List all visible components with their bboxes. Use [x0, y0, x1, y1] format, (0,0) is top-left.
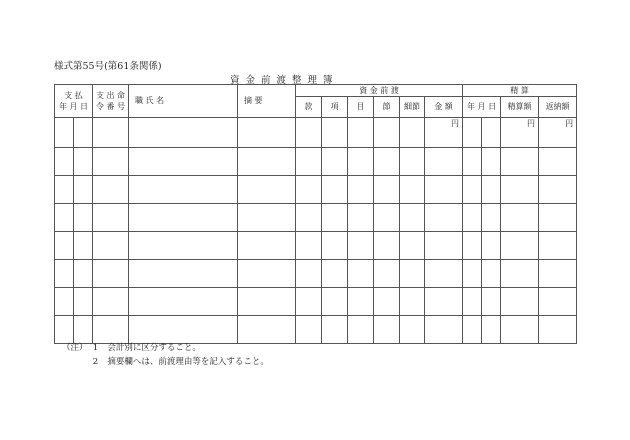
cell-settle-month[interactable] — [463, 260, 482, 288]
cell-name[interactable] — [129, 260, 238, 288]
cell-year-month[interactable] — [55, 118, 74, 148]
cell-year-month[interactable] — [55, 148, 74, 176]
cell-settle-month[interactable] — [463, 288, 482, 316]
cell-year-month[interactable] — [55, 288, 74, 316]
cell-saisetsu[interactable] — [400, 176, 425, 204]
name-header: 職 氏 名 — [129, 85, 238, 118]
order-number-header — [93, 85, 129, 118]
cell-day[interactable] — [74, 260, 93, 288]
cell-settled-amount[interactable] — [501, 118, 539, 148]
cell-moku[interactable] — [348, 148, 374, 176]
cell-kan[interactable] — [296, 176, 322, 204]
summary-header: 摘 要 — [238, 85, 296, 118]
cell-summary[interactable] — [238, 232, 296, 260]
cell-summary[interactable] — [238, 260, 296, 288]
payment-header-bottom: 年 月 日 — [58, 101, 89, 111]
cell-kou[interactable] — [322, 118, 348, 148]
cell-advance-amount[interactable] — [425, 204, 463, 232]
cell-setsu[interactable] — [374, 232, 400, 260]
yen-unit: 円 — [527, 119, 536, 128]
returned-amount-header: 返納額 — [539, 97, 577, 118]
cell-kan[interactable] — [296, 288, 322, 316]
cell-setsu[interactable] — [374, 316, 400, 344]
cell-day[interactable] — [74, 148, 93, 176]
cell-summary[interactable] — [238, 204, 296, 232]
settled-amount-header: 精算額 — [501, 97, 539, 118]
note-item — [62, 355, 269, 369]
cell-name[interactable] — [129, 232, 238, 260]
cell-kou[interactable] — [322, 204, 348, 232]
ledger-row — [55, 316, 577, 344]
form-id: 様式第55号(第61条関係) — [54, 61, 162, 72]
cell-settle-day[interactable] — [482, 232, 501, 260]
cell-moku[interactable] — [348, 232, 374, 260]
cell-settle-day[interactable] — [482, 260, 501, 288]
cell-settle-month[interactable] — [463, 316, 482, 344]
order-header-top: 支 出 命 — [95, 90, 126, 100]
payment-date-header — [55, 85, 93, 118]
cell-saisetsu[interactable] — [400, 148, 425, 176]
notes — [62, 341, 269, 369]
ledger-row — [55, 232, 577, 260]
cell-year-month[interactable] — [55, 316, 74, 344]
cell-order-number[interactable] — [93, 232, 129, 260]
cell-saisetsu[interactable] — [400, 316, 425, 344]
cell-saisetsu[interactable] — [400, 288, 425, 316]
notes-label: （注） — [62, 343, 88, 353]
ledger-row — [55, 288, 577, 316]
cell-setsu[interactable] — [374, 260, 400, 288]
note-text: 摘要欄へは、前渡理由等を記入すること。 — [107, 357, 269, 367]
cell-setsu[interactable] — [374, 118, 400, 148]
cell-order-number[interactable] — [93, 176, 129, 204]
settlement-group-header: 精 算 — [463, 85, 577, 97]
cell-advance-amount[interactable] — [425, 260, 463, 288]
cell-advance-amount[interactable] — [425, 118, 463, 148]
kou-header: 項 — [322, 97, 348, 118]
cell-returned-amount[interactable] — [539, 118, 577, 148]
cell-settle-day[interactable] — [482, 176, 501, 204]
cell-kou[interactable] — [322, 176, 348, 204]
cell-moku[interactable] — [348, 204, 374, 232]
note-item — [62, 341, 269, 355]
cell-setsu[interactable] — [374, 204, 400, 232]
payment-header-top: 支 払 — [64, 90, 83, 100]
note-number: 2 — [92, 357, 99, 367]
cell-order-number[interactable] — [93, 118, 129, 148]
cell-year-month[interactable] — [55, 204, 74, 232]
cell-setsu[interactable] — [374, 288, 400, 316]
cell-saisetsu[interactable] — [400, 232, 425, 260]
cell-advance-amount[interactable] — [425, 316, 463, 344]
cell-order-number[interactable] — [93, 260, 129, 288]
settlement-date-header: 年 月 日 — [463, 97, 501, 118]
cell-returned-amount[interactable] — [539, 176, 577, 204]
cell-name[interactable] — [129, 118, 238, 148]
cell-kou[interactable] — [322, 260, 348, 288]
moku-header: 目 — [348, 97, 374, 118]
cell-moku[interactable] — [348, 316, 374, 344]
cell-name[interactable] — [129, 204, 238, 232]
cell-summary[interactable] — [238, 118, 296, 148]
cell-settled-amount[interactable] — [501, 176, 539, 204]
cell-day[interactable] — [74, 316, 93, 344]
cell-advance-amount[interactable] — [425, 288, 463, 316]
cell-moku[interactable] — [348, 260, 374, 288]
cell-settled-amount[interactable] — [501, 204, 539, 232]
setsu-header: 節 — [374, 97, 400, 118]
cell-returned-amount[interactable] — [539, 204, 577, 232]
header-row-top — [55, 85, 577, 97]
cell-returned-amount[interactable] — [539, 232, 577, 260]
cell-summary[interactable] — [238, 148, 296, 176]
cell-order-number[interactable] — [93, 204, 129, 232]
cell-summary[interactable] — [238, 176, 296, 204]
cell-returned-amount[interactable] — [539, 288, 577, 316]
cell-settle-month[interactable] — [463, 176, 482, 204]
cell-year-month[interactable] — [55, 260, 74, 288]
ledger-title: 資金前渡整理簿 — [230, 75, 339, 86]
cell-day[interactable] — [74, 118, 93, 148]
cell-settled-amount[interactable] — [501, 316, 539, 344]
note-number: 1 — [92, 343, 99, 353]
saisetsu-header: 細節 — [400, 97, 425, 118]
cell-setsu[interactable] — [374, 148, 400, 176]
kan-header: 款 — [296, 97, 322, 118]
cell-kan[interactable] — [296, 316, 322, 344]
cell-advance-amount[interactable] — [425, 232, 463, 260]
cell-kan[interactable] — [296, 118, 322, 148]
advance-group-header: 資 金 前 渡 — [296, 85, 463, 97]
cell-summary[interactable] — [238, 288, 296, 316]
cell-name[interactable] — [129, 316, 238, 344]
cell-kan[interactable] — [296, 204, 322, 232]
cell-kou[interactable] — [322, 232, 348, 260]
cell-name[interactable] — [129, 288, 238, 316]
cell-day[interactable] — [74, 288, 93, 316]
cell-kan[interactable] — [296, 148, 322, 176]
cell-summary[interactable] — [238, 316, 296, 344]
cell-returned-amount[interactable] — [539, 316, 577, 344]
cell-settle-month[interactable] — [463, 148, 482, 176]
cell-kan[interactable] — [296, 232, 322, 260]
cell-day[interactable] — [74, 176, 93, 204]
cell-day[interactable] — [74, 204, 93, 232]
cell-settle-day[interactable] — [482, 118, 501, 148]
cell-year-month[interactable] — [55, 232, 74, 260]
yen-unit: 円 — [451, 119, 460, 128]
cell-kou[interactable] — [322, 316, 348, 344]
cell-order-number[interactable] — [93, 316, 129, 344]
cell-settle-month[interactable] — [463, 232, 482, 260]
ledger-row — [55, 176, 577, 204]
cell-settle-month[interactable] — [463, 204, 482, 232]
cell-advance-amount[interactable] — [425, 176, 463, 204]
advance-amount-header: 金 額 — [425, 97, 463, 118]
cell-order-number[interactable] — [93, 148, 129, 176]
cell-returned-amount[interactable] — [539, 148, 577, 176]
order-header-bottom: 令 番 号 — [95, 101, 126, 111]
cell-saisetsu[interactable] — [400, 204, 425, 232]
cell-kan[interactable] — [296, 260, 322, 288]
note-text: 会計別に区分すること。 — [107, 343, 201, 353]
cell-moku[interactable] — [348, 288, 374, 316]
cell-settle-day[interactable] — [482, 148, 501, 176]
cell-advance-amount[interactable] — [425, 148, 463, 176]
cell-returned-amount[interactable] — [539, 260, 577, 288]
yen-unit: 円 — [565, 119, 574, 128]
cell-settled-amount[interactable] — [501, 260, 539, 288]
cell-moku[interactable] — [348, 176, 374, 204]
cell-settled-amount[interactable] — [501, 288, 539, 316]
cell-saisetsu[interactable] — [400, 118, 425, 148]
cell-kou[interactable] — [322, 148, 348, 176]
cell-name[interactable] — [129, 176, 238, 204]
cell-settle-day[interactable] — [482, 316, 501, 344]
ledger-row — [55, 118, 577, 148]
cell-year-month[interactable] — [55, 176, 74, 204]
cell-settle-day[interactable] — [482, 204, 501, 232]
ledger-table — [54, 84, 577, 344]
cell-settle-day[interactable] — [482, 288, 501, 316]
cell-saisetsu[interactable] — [400, 260, 425, 288]
cell-kou[interactable] — [322, 288, 348, 316]
cell-day[interactable] — [74, 232, 93, 260]
cell-order-number[interactable] — [93, 288, 129, 316]
cell-name[interactable] — [129, 148, 238, 176]
cell-settle-month[interactable] — [463, 118, 482, 148]
ledger-row — [55, 260, 577, 288]
cell-moku[interactable] — [348, 118, 374, 148]
cell-settled-amount[interactable] — [501, 148, 539, 176]
ledger-row — [55, 204, 577, 232]
ledger-row — [55, 148, 577, 176]
cell-settled-amount[interactable] — [501, 232, 539, 260]
cell-setsu[interactable] — [374, 176, 400, 204]
